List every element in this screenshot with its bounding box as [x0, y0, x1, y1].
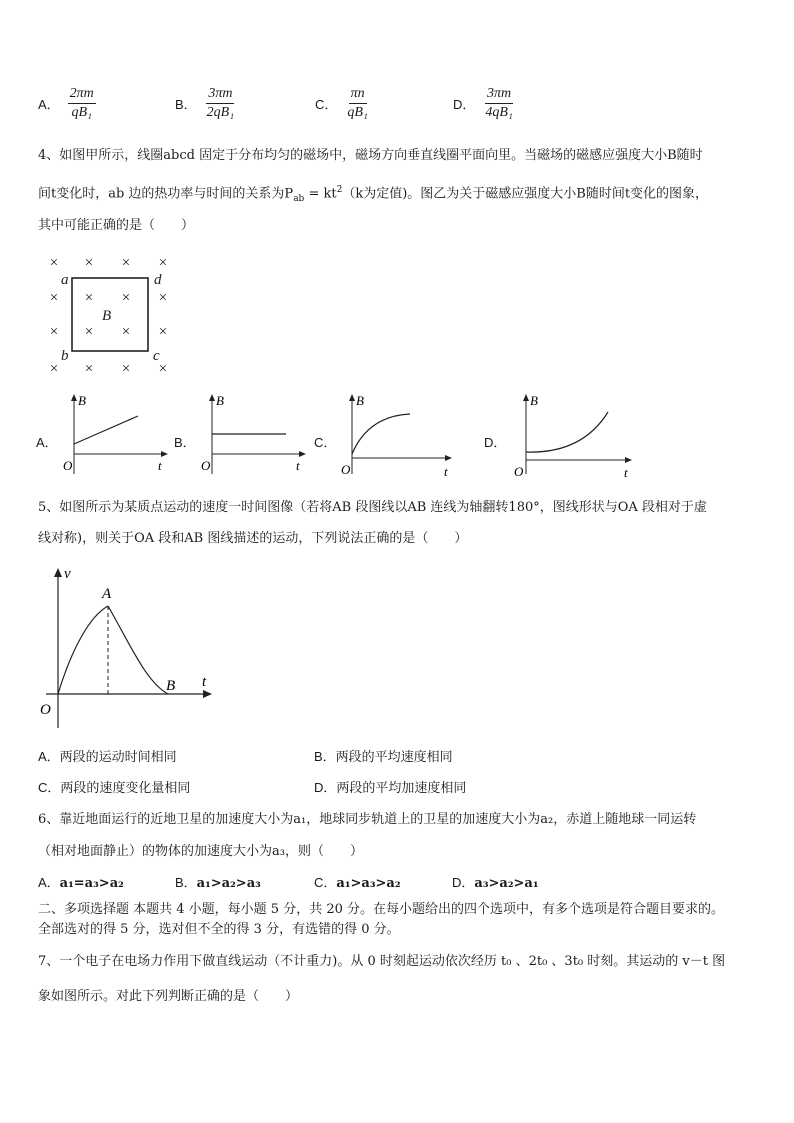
coil-label-B: B [102, 308, 112, 324]
origin-label: O [341, 462, 351, 477]
q5-option-c-label: C． [38, 780, 61, 795]
q4-graph-b-plot [198, 388, 308, 488]
coil-cross: × [84, 290, 94, 306]
x-arrow [445, 455, 452, 461]
q3-option-a-num: 2πm [68, 86, 96, 104]
origin-label: O [201, 458, 211, 473]
q3-option-a-label: A． [38, 97, 60, 112]
q4-graph-b-label: B． [174, 435, 196, 450]
q6-option-a-text: a₁=a₃>a₂ [59, 876, 124, 891]
q4-graph-c-plot [338, 388, 458, 488]
coil-label-c: c [153, 348, 160, 364]
q4-graph-c[interactable] [314, 388, 474, 488]
q4-coil-figure [40, 250, 180, 375]
q4-line-2 [38, 181, 708, 208]
q5-vt-figure [38, 560, 228, 730]
q4-graph-d-label: D． [484, 435, 507, 450]
coil-cross: × [158, 255, 168, 271]
q3-option-d-label: D． [453, 97, 476, 112]
origin-label: O [40, 702, 51, 718]
q5-line-2: 线对称)，则关于OA 段和AB 图线描述的运动，下列说法正确的是（ ） [38, 531, 468, 546]
q3-options [38, 86, 758, 130]
q3-option-d-den: 4qB₁ [485, 105, 513, 120]
x-label: t [296, 458, 300, 473]
q4-line-1: 4、如图甲所示，线圈abcd 固定于分布均匀的磁场中，磁场方向垂直线圈平面向里。当磁场的磁感应强度大小B随时 [38, 148, 703, 163]
coil-cross: × [121, 324, 131, 340]
q4-graph-a-plot [60, 388, 170, 488]
oa-curve [58, 606, 108, 694]
y-label: B [356, 393, 364, 408]
t-arrow [203, 690, 212, 698]
t-label: t [202, 674, 207, 690]
q7-line-1: 7、一个电子在电场力作用下做直线运动（不计重力)。从 0 时刻起运动依次经历 t₀ 、2t₀ 、3t₀ 时刻。其运动的 v－t 图 [38, 954, 726, 969]
q7-line-2: 象如图所示。对此下列判断正确的是（ ） [38, 989, 299, 1004]
q6-option-c-label: C． [314, 875, 337, 890]
q4-graph-a-label: A． [36, 435, 58, 450]
x-arrow [625, 457, 632, 463]
q3-option-b-num: 3πm [206, 86, 234, 104]
q6-option-d-label: D． [452, 875, 475, 890]
coil-cross: × [121, 290, 131, 306]
q6-option-c[interactable] [314, 874, 401, 893]
q6-option-d[interactable] [452, 874, 539, 893]
q4-graph-d-plot [510, 388, 640, 488]
q5-option-b-label: B． [314, 749, 336, 764]
q4-graph-b[interactable] [174, 388, 314, 488]
q3-option-c-den: qB₁ [347, 105, 368, 120]
curve-linear [74, 416, 138, 444]
q3-option-b-den: 2qB₁ [206, 105, 235, 120]
x-label: t [444, 464, 448, 479]
y-arrow [349, 394, 355, 401]
curve-concave [352, 414, 410, 454]
y-label: B [78, 393, 86, 408]
q5-option-d-label: D． [314, 780, 337, 795]
coil-cross: × [121, 255, 131, 271]
q4-line-2-b: = kt [304, 186, 337, 202]
q5-line-1: 5、如图所示为某质点运动的速度一时间图像（若将AB 段图线以AB 连线为轴翻转180°，图线形状与OA 段相对于虚 [38, 500, 707, 515]
q4-line-2-sup: 2 [336, 185, 343, 195]
q3-option-d-fraction [483, 86, 514, 121]
coil-cross: × [158, 290, 168, 306]
y-label: B [216, 393, 224, 408]
q6-option-d-text: a₃>a₂>a₁ [474, 876, 539, 891]
coil-label-d: d [154, 272, 162, 288]
q4-line-3: 其中可能正确的是（ ） [38, 218, 195, 233]
coil-cross: × [158, 361, 168, 375]
q5-option-c[interactable] [38, 779, 190, 798]
q6-option-b[interactable] [175, 874, 261, 893]
y-label: B [530, 393, 538, 408]
y-arrow [523, 394, 529, 401]
coil-cross: × [84, 255, 94, 271]
point-b-label: B [166, 678, 176, 694]
q4-graphs [36, 388, 686, 488]
x-arrow [161, 451, 168, 457]
x-arrow [299, 451, 306, 457]
q4-graph-a[interactable] [36, 388, 176, 488]
coil-label-a: a [61, 272, 69, 288]
q3-option-b-label: B． [175, 97, 197, 112]
q3-option-c-num: πn [349, 86, 367, 104]
q5-option-d-text: 两段的平均加速度相同 [336, 781, 467, 796]
q3-option-a-den: qB₁ [71, 105, 92, 120]
q6-line-1: 6、靠近地面运行的近地卫星的加速度大小为a₁，地球同步轨道上的卫星的加速度大小为a₂，赤道上随地球一同运转 [38, 812, 697, 827]
coil-cross: × [49, 361, 59, 375]
q6-option-b-text: a₁>a₂>a₃ [196, 876, 261, 891]
y-arrow [71, 394, 77, 401]
q5-option-a-text: 两段的运动时间相同 [59, 750, 177, 765]
q5-option-a[interactable] [38, 748, 177, 767]
point-a-label: A [102, 586, 112, 602]
q3-option-a-fraction [68, 86, 96, 121]
coil-cross: × [158, 324, 168, 340]
q5-option-b-text: 两段的平均速度相同 [335, 750, 453, 765]
coil-cross: × [84, 361, 94, 375]
v-label: v [64, 566, 71, 582]
origin-label: O [63, 458, 73, 473]
x-label: t [158, 458, 162, 473]
q3-option-d[interactable] [453, 86, 515, 121]
origin-label: O [514, 464, 524, 479]
v-arrow [54, 568, 62, 577]
q6-line-2: （相对地面静止）的物体的加速度大小为a₃，则（ ） [38, 844, 363, 859]
x-label: t [624, 465, 628, 480]
section-2-line-2: 全部选对的得 5 分，选对但不全的得 3 分，有选错的得 0 分。 [38, 922, 400, 937]
q6-option-c-text: a₁>a₃>a₂ [336, 876, 401, 891]
y-arrow [209, 394, 215, 401]
coil-cross: × [121, 361, 131, 375]
q4-graph-c-label: C． [314, 435, 337, 450]
coil-cross: × [49, 324, 59, 340]
q5-option-b[interactable] [314, 748, 453, 767]
q5-option-d[interactable] [314, 779, 466, 798]
q3-option-c-label: C． [315, 97, 338, 112]
coil-cross: × [49, 290, 59, 306]
q5-option-a-label: A． [38, 749, 60, 764]
coil-cross: × [84, 324, 94, 340]
q3-option-d-num: 3πm [485, 86, 513, 104]
q3-option-b-fraction [205, 86, 236, 121]
q4-graph-d[interactable] [484, 388, 664, 488]
section-2-line-1: 二、多项选择题 本题共 4 小题，每小题 5 分，共 20 分。在每小题给出的四个选项中，有多个选项是符合题目要求的。 [38, 902, 725, 917]
q3-option-b[interactable] [175, 86, 236, 121]
q6-option-a[interactable] [38, 874, 124, 893]
q4-line-2-c: （k为定值)。图乙为关于磁感应强度大小B随时间t变化的图象， [342, 186, 709, 202]
ab-curve [108, 606, 168, 694]
q6-option-b-label: B． [175, 875, 197, 890]
coil-label-b: b [61, 348, 69, 364]
q6-option-a-label: A． [38, 875, 60, 890]
q5-option-c-text: 两段的速度变化量相同 [60, 781, 191, 796]
q3-option-c-fraction [345, 86, 369, 121]
q3-option-c[interactable] [315, 86, 370, 121]
q4-line-2-sub: ab [293, 193, 305, 204]
coil-cross: × [49, 255, 59, 271]
q3-option-a[interactable] [38, 86, 96, 121]
q4-line-2-a: 间t变化时，ab 边的热功率与时间的关系为P [38, 186, 294, 202]
curve-convex [526, 412, 608, 452]
